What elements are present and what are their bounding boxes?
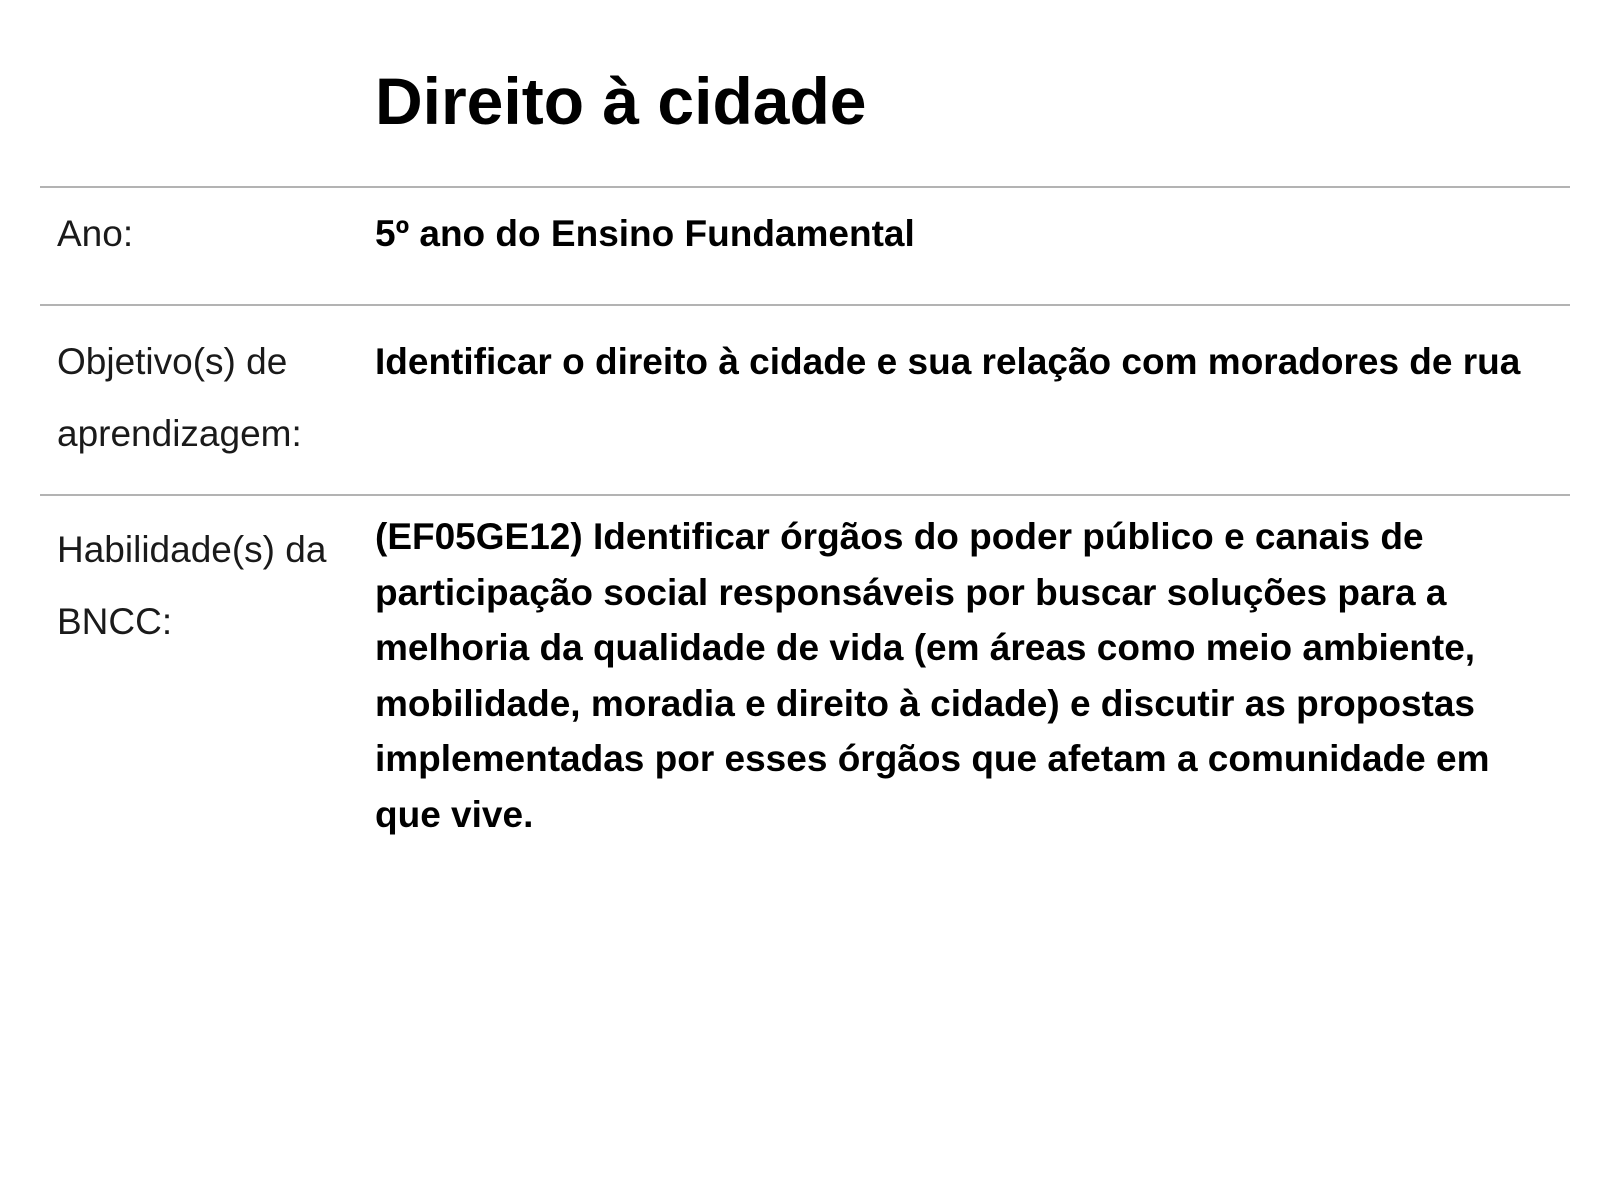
- ano-value: 5º ano do Ensino Fundamental: [375, 213, 915, 254]
- row-objetivos: [40, 304, 1570, 494]
- objetivos-label: Objetivo(s) de aprendizagem:: [57, 341, 302, 454]
- habilidades-value: (EF05GE12) Identificar órgãos do poder público e canais de participação social responsáveis por buscar soluções para a melhoria da qualidade de vida (em áreas como meio ambiente, mobilidade, moradia e direito à cidade) e discutir as propostas implementadas por esses órgãos que afetam a comunidade em que vive.: [375, 516, 1490, 835]
- ano-label: Ano:: [57, 213, 134, 254]
- habilidades-label: Habilidade(s) da BNCC:: [57, 529, 327, 642]
- row-ano: [40, 186, 1570, 304]
- page-title: Direito à cidade: [375, 64, 867, 138]
- lesson-info-table: [40, 186, 1570, 854]
- objetivos-value: Identificar o direito à cidade e sua relação com moradores de rua: [375, 341, 1521, 382]
- row-habilidades: [40, 494, 1570, 854]
